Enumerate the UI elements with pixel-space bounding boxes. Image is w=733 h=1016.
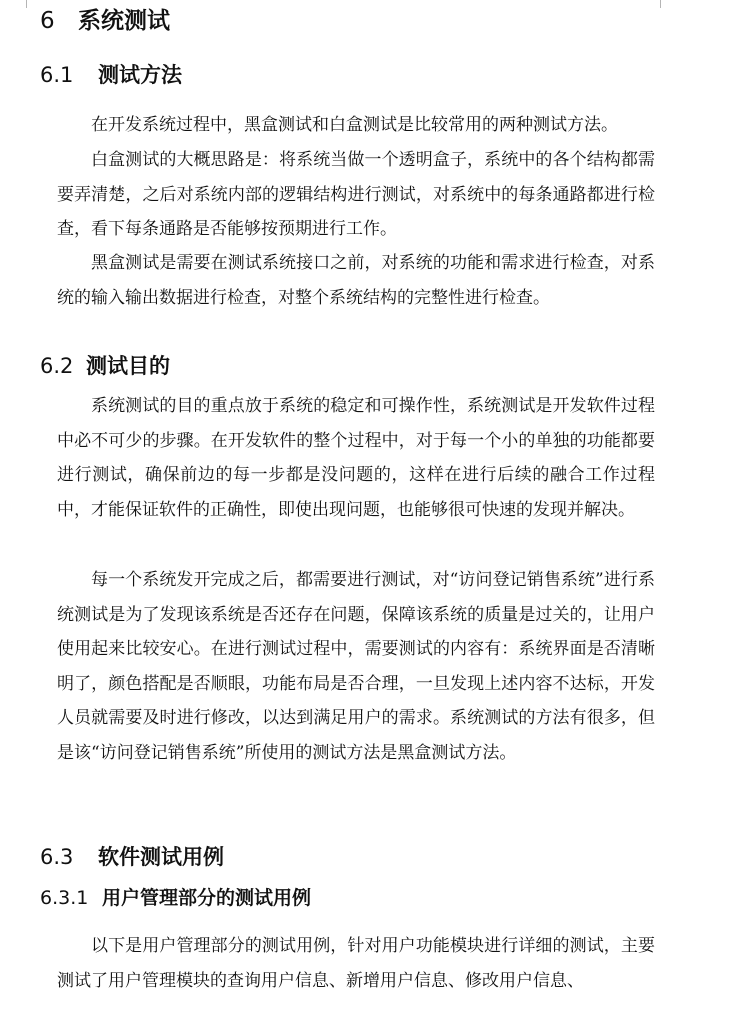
heading-number: 6.3.1 xyxy=(40,887,89,909)
heading-number: 6.1 xyxy=(40,63,74,87)
heading-title: 用户管理部分的测试用例 xyxy=(102,887,312,909)
heading-title: 软件测试用例 xyxy=(98,845,224,869)
heading-title: 测试目的 xyxy=(86,354,170,378)
heading-section-6-3-1 xyxy=(40,885,311,911)
paragraph: 系统测试的目的重点放于系统的稳定和可操作性，系统测试是开发软件过程中必不可少的步骤。在开发软件的整个过程中，对于每一个小的单独的功能都要进行测试，确保前边的每一步都是没问题的，这样在进行后续的融合工作过程中，才能保证软件的正确性，即使出现问题，也能够很可快速的发现并解决。 xyxy=(57,396,655,520)
heading-section-6 xyxy=(40,6,170,36)
heading-title: 测试方法 xyxy=(98,63,182,87)
heading-title: 系统测试 xyxy=(78,8,170,34)
heading-number: 6.2 xyxy=(40,354,74,378)
paragraph: 每一个系统发开完成之后，都需要进行测试，对“访问登记销售系统”进行系统测试是为了发现该系统是否还存在问题，保障该系统的质量是过关的，让用户使用起来比较安心。在进行测试过程中，需要测试的内容有：系统界面是否清晰明了，颜色搭配是否顺眼，功能布局是否合理，一旦发现上述内容不达标，开发人员就需要及时进行修改，以达到满足用户的需求。系统测试的方法有很多，但是该“访问登记销售系统”所使用的测试方法是黑盒测试方法。 xyxy=(57,570,655,763)
heading-number: 6 xyxy=(40,8,55,34)
heading-section-6-3 xyxy=(40,843,224,871)
crop-mark-left xyxy=(0,0,27,8)
crop-mark-right xyxy=(660,0,683,8)
paragraph: 白盒测试的大概思路是：将系统当做一个透明盒子，系统中的各个结构都需要弄清楚，之后对系统内部的逻辑结构进行测试，对系统中的每条通路都进行检查，看下每条通路是否能够按预期进行工作。 xyxy=(57,150,655,239)
paragraph: 黑盒测试是需要在测试系统接口之前，对系统的功能和需求进行检查，对系统的输入输出数据进行检查，对整个系统结构的完整性进行检查。 xyxy=(57,253,655,308)
heading-section-6-2 xyxy=(40,352,170,380)
paragraph: 以下是用户管理部分的测试用例，针对用户功能模块进行详细的测试，主要测试了用户管理模块的查询用户信息、新增用户信息、修改用户信息、 xyxy=(57,936,655,991)
paragraph: 在开发系统过程中，黑盒测试和白盒测试是比较常用的两种测试方法。 xyxy=(91,115,618,135)
heading-section-6-1 xyxy=(40,61,182,89)
heading-number: 6.3 xyxy=(40,845,74,869)
